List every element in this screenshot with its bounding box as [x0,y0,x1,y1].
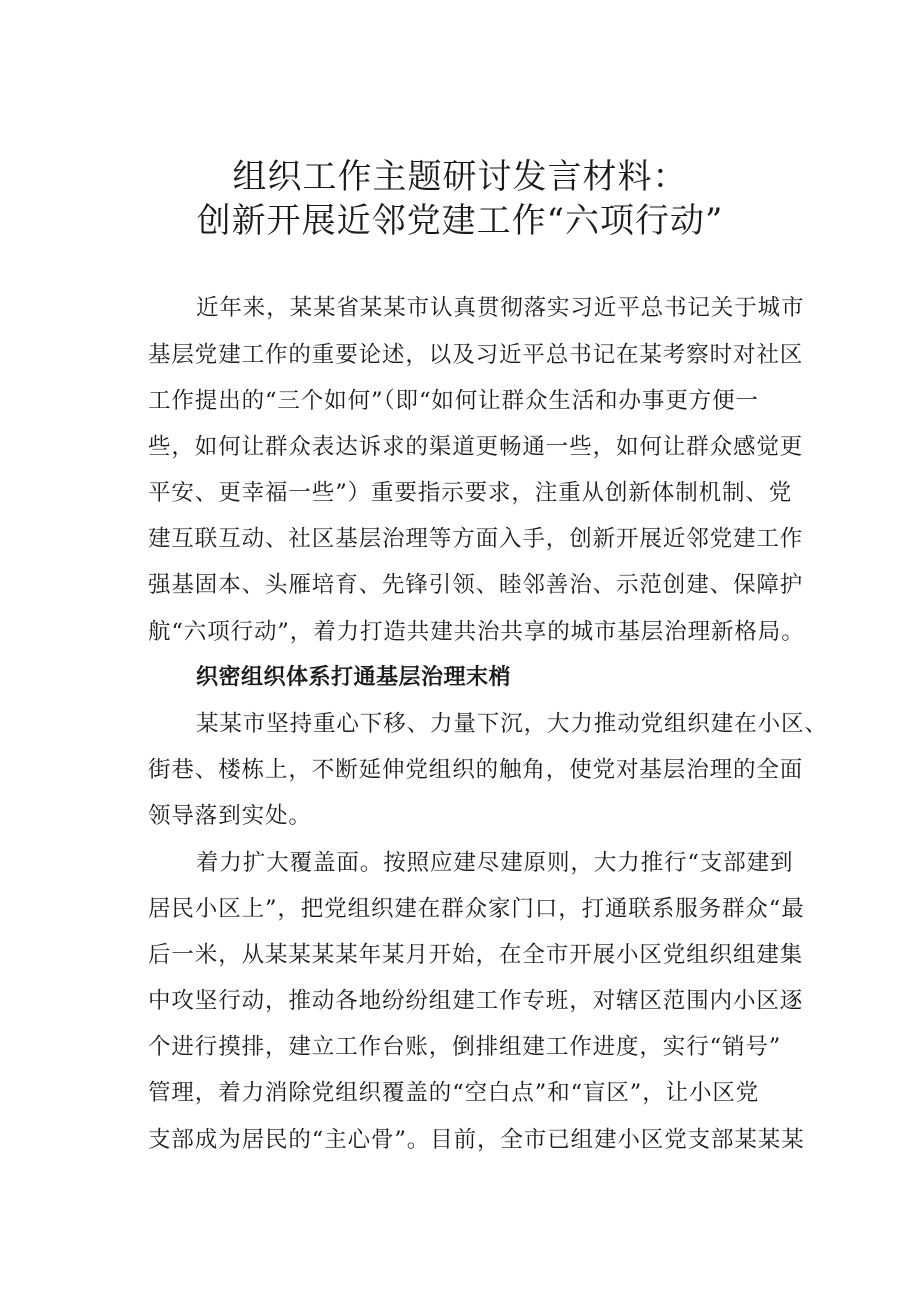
paragraph-line: 某某市坚持重心下移、力量下沉，大力推动党组织建在小区、 [196,711,828,737]
paragraph-line: 支部成为居民的“主心骨”。目前，全市已组建小区党支部某某某 [148,1127,805,1153]
paragraph-line: 些，如何让群众表达诉求的渠道更畅通一些，如何让群众感觉更 [148,434,804,460]
paragraph-line: 平安、更幸福一些”）重要指示要求，注重从创新体制机制、党 [148,480,793,506]
document-title-line-1: 组织工作主题研讨发言材料： [232,157,688,197]
paragraph-line: 建互联互动、社区基层治理等方面入手，创新开展近邻党建工作 [148,526,804,552]
paragraph-line: 领导落到实处。 [148,803,312,829]
paragraph-line: 近年来，某某省某某市认真贯彻落实习近平总书记关于城市 [196,295,805,321]
paragraph-line: 管理，着力消除党组织覆盖的“空白点”和“盲区”，让小区党 [148,1080,760,1106]
paragraph-line: 着力扩大覆盖面。按照应建尽建原则，大力推行“支部建到 [196,850,794,876]
section-heading: 织密组织体系打通基层治理末梢 [196,665,512,690]
paragraph-line: 工作提出的“三个如何”（即“如何让群众生活和办事更方便一 [148,388,759,414]
paragraph-line: 后一米，从某某某某年某月开始，在全市开展小区党组织组建集 [148,942,804,968]
paragraph-line: 中攻坚行动，推动各地纷纷组建工作专班，对辖区范围内小区逐 [148,988,804,1014]
paragraph-line: 个进行摸排，建立工作台账，倒排组建工作进度，实行“销号” [148,1034,782,1060]
paragraph-line: 街巷、楼栋上，不断延伸党组织的触角，使党对基层治理的全面 [148,757,804,783]
document-title-line-2: 创新开展近邻党建工作“六项行动” [196,201,724,241]
paragraph-line: 强基固本、头雁培育、先锋引领、睦邻善治、示范创建、保障护 [148,572,804,598]
paragraph-line: 基层党建工作的重要论述，以及习近平总书记在某考察时对社区 [148,342,804,368]
paragraph-line: 航“六项行动”，着力打造共建共治共享的城市基层治理新格局。 [148,619,805,645]
paragraph-line: 居民小区上”，把党组织建在群众家门口，打通联系服务群众“最 [148,896,805,922]
